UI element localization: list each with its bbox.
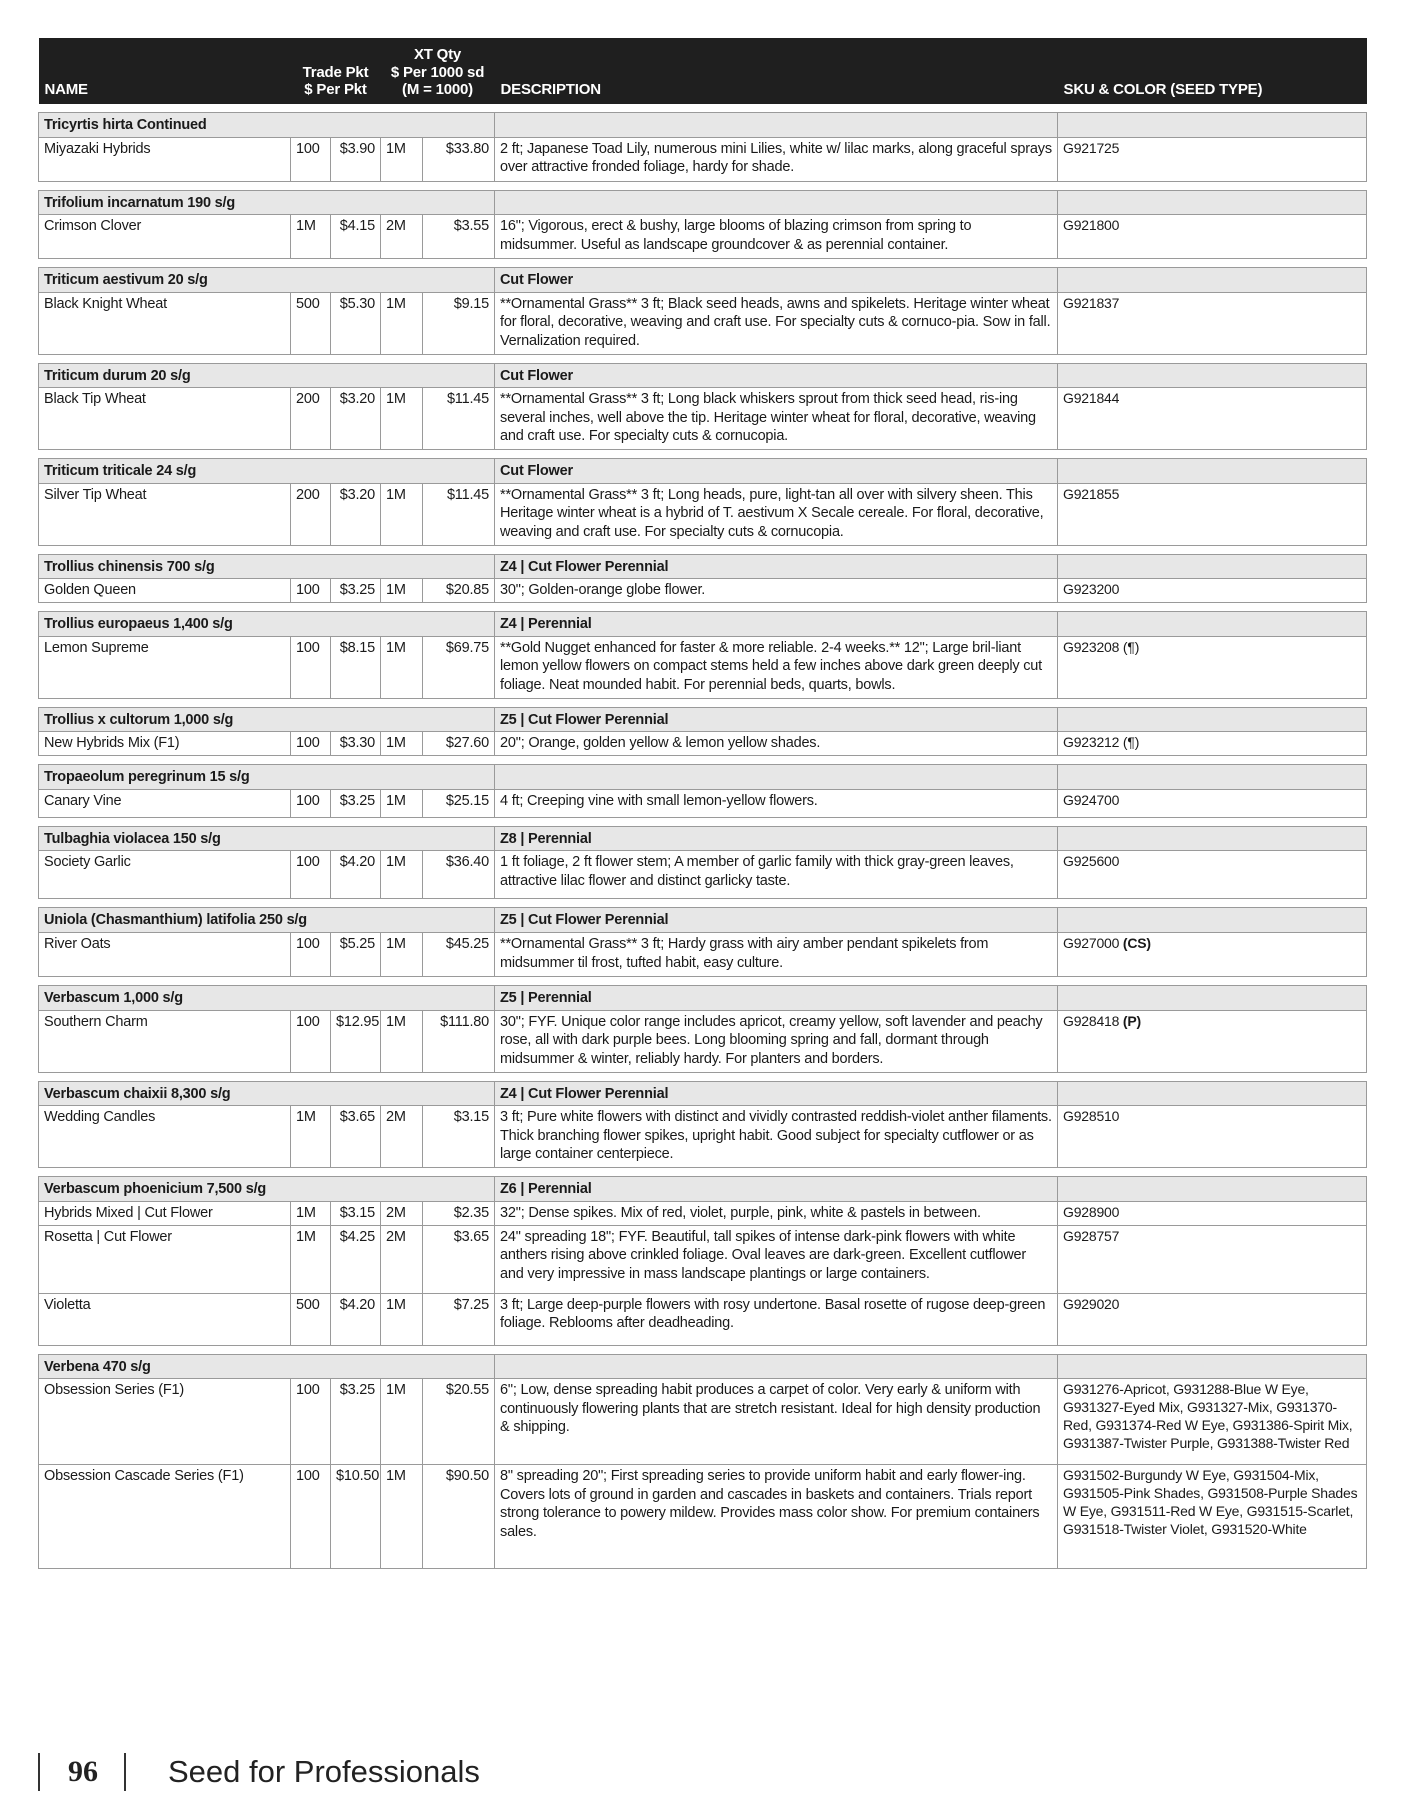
variety-name: Violetta [39, 1293, 291, 1345]
species-sku-blank [1058, 363, 1367, 388]
xt-price: $20.55 [423, 1379, 495, 1465]
species-header-row [39, 612, 1367, 637]
variety-name: River Oats [39, 933, 291, 977]
xt-qty: 1M [381, 1379, 423, 1465]
table-row [39, 292, 1367, 354]
species-title: Uniola (Chasmanthium) latifolia 250 s/g [39, 908, 495, 933]
sku-cell [1058, 1293, 1367, 1345]
table-row [39, 1293, 1367, 1345]
sku-value: G923200 [1063, 581, 1120, 598]
sku-cell [1058, 137, 1367, 181]
sku-value: G925600 [1063, 853, 1120, 870]
species-tag: Z8 | Perennial [495, 826, 1058, 851]
table-row [39, 1106, 1367, 1168]
description: 4 ft; Creeping vine with small lemon-yellow flowers. [495, 789, 1058, 817]
species-sku-blank [1058, 908, 1367, 933]
table-end-spacer [39, 1569, 1367, 1572]
species-title: Tropaeolum peregrinum 15 s/g [39, 765, 495, 790]
species-title: Triticum triticale 24 s/g [39, 459, 495, 484]
species-tag: Cut Flower [495, 363, 1058, 388]
group-spacer [39, 1168, 1367, 1177]
variety-name: Miyazaki Hybrids [39, 137, 291, 181]
footer-divider-right [124, 1753, 126, 1791]
species-tag: Z4 | Cut Flower Perennial [495, 1081, 1058, 1106]
trade-pkt-price: $3.25 [331, 579, 381, 603]
group-spacer [39, 1345, 1367, 1354]
species-tag: Z5 | Cut Flower Perennial [495, 908, 1058, 933]
page-footer [38, 1752, 480, 1792]
sku-value: G921800 [1063, 217, 1120, 234]
sku-cell [1058, 1106, 1367, 1168]
table-row [39, 388, 1367, 450]
species-tag [495, 765, 1058, 790]
table-row [39, 137, 1367, 181]
variety-name: Southern Charm [39, 1010, 291, 1072]
header-name: NAME [39, 38, 291, 104]
variety-name: Golden Queen [39, 579, 291, 603]
sku-value: G929020 [1063, 1295, 1120, 1312]
trade-pkt-qty: 1M [291, 1225, 331, 1293]
variety-name: Black Tip Wheat [39, 388, 291, 450]
sku-value: G924700 [1063, 791, 1120, 808]
table-row [39, 579, 1367, 603]
sku-cell [1058, 215, 1367, 259]
group-spacer [39, 354, 1367, 363]
xt-price: $3.15 [423, 1106, 495, 1168]
xt-price: $20.85 [423, 579, 495, 603]
trade-pkt-price: $4.20 [331, 1293, 381, 1345]
table-row [39, 933, 1367, 977]
trade-pkt-price: $5.30 [331, 292, 381, 354]
sku-value: G928757 [1063, 1227, 1120, 1244]
variety-name: New Hybrids Mix (F1) [39, 732, 291, 756]
trade-pkt-qty: 500 [291, 292, 331, 354]
xt-price: $45.25 [423, 933, 495, 977]
species-tag: Z5 | Cut Flower Perennial [495, 707, 1058, 732]
catalog-page [38, 38, 1366, 1571]
species-title: Verbascum phoenicium 7,500 s/g [39, 1177, 495, 1202]
group-spacer [39, 698, 1367, 707]
species-header-row [39, 1354, 1367, 1379]
sku-value: G923208 (¶) [1063, 638, 1140, 655]
trade-pkt-qty: 100 [291, 1010, 331, 1072]
xt-qty: 1M [381, 933, 423, 977]
variety-name: Society Garlic [39, 851, 291, 899]
species-sku-blank [1058, 1177, 1367, 1202]
species-title: Triticum durum 20 s/g [39, 363, 495, 388]
header-trade-pkt: Trade Pkt $ Per Pkt [291, 38, 381, 104]
table-row [39, 1010, 1367, 1072]
species-header-row [39, 459, 1367, 484]
xt-price: $25.15 [423, 789, 495, 817]
group-spacer [39, 181, 1367, 190]
description: 2 ft; Japanese Toad Lily, numerous mini Lilies, white w/ lilac marks, along graceful sprays over attractive fronded foliage, hardy for shade. [495, 137, 1058, 181]
species-sku-blank [1058, 765, 1367, 790]
xt-qty: 2M [381, 1106, 423, 1168]
sku-cell [1058, 1010, 1367, 1072]
xt-price: $3.65 [423, 1225, 495, 1293]
seed-type-code: (CS) [1122, 935, 1151, 952]
table-header [39, 38, 1367, 104]
xt-qty: 1M [381, 636, 423, 698]
species-title: Trollius chinensis 700 s/g [39, 554, 495, 579]
xt-price: $33.80 [423, 137, 495, 181]
trade-pkt-price: $4.20 [331, 851, 381, 899]
table-body [39, 104, 1367, 1571]
description: **Ornamental Grass** 3 ft; Long heads, pure, light-tan all over with silvery sheen. This Heritage winter wheat is a hybrid of T. aestivum X Secale cereale. For floral, decorative, weaving and craft use. For specialty cuts & cornucopia. [495, 483, 1058, 545]
trade-pkt-price: $4.25 [331, 1225, 381, 1293]
species-sku-blank [1058, 268, 1367, 293]
sku-value: G931502-Burgundy W Eye, G931504-Mix, G931505-Pink Shades, G931508-Purple Shades W Eye, G931511-Red W Eye, G931515-Scarlet, G931518-Twister Violet, G931520-White [1063, 1467, 1358, 1537]
description: **Ornamental Grass** 3 ft; Hardy grass with airy amber pendant spikelets from midsummer til frost, tufted habit, easy culture. [495, 933, 1058, 977]
trade-pkt-price: $3.65 [331, 1106, 381, 1168]
sku-value: G923212 (¶) [1063, 734, 1140, 751]
sku-cell [1058, 1379, 1367, 1465]
table-row [39, 732, 1367, 756]
species-header-row [39, 908, 1367, 933]
trade-pkt-qty: 500 [291, 1293, 331, 1345]
xt-qty: 1M [381, 1465, 423, 1569]
variety-name: Hybrids Mixed | Cut Flower [39, 1201, 291, 1225]
description: 30"; FYF. Unique color range includes apricot, creamy yellow, soft lavender and peachy rose, all with dark purple bees. Long blooming spring and fall, dormant through midsummer & winter, reliably hardy. For planters and borders. [495, 1010, 1058, 1072]
trade-pkt-price: $3.90 [331, 137, 381, 181]
header-description: DESCRIPTION [495, 38, 1058, 104]
xt-price: $9.15 [423, 292, 495, 354]
species-header-row [39, 986, 1367, 1011]
trade-pkt-price: $3.20 [331, 388, 381, 450]
xt-qty: 2M [381, 215, 423, 259]
xt-price: $7.25 [423, 1293, 495, 1345]
xt-price: $2.35 [423, 1201, 495, 1225]
trade-pkt-price: $4.15 [331, 215, 381, 259]
table-row [39, 215, 1367, 259]
xt-qty: 1M [381, 483, 423, 545]
species-sku-blank [1058, 554, 1367, 579]
xt-price: $90.50 [423, 1465, 495, 1569]
xt-price: $11.45 [423, 483, 495, 545]
species-tag: Z4 | Perennial [495, 612, 1058, 637]
catalog-title: Seed for Professionals [168, 1754, 480, 1789]
trade-pkt-price: $5.25 [331, 933, 381, 977]
species-title: Verbascum chaixii 8,300 s/g [39, 1081, 495, 1106]
trade-pkt-qty: 100 [291, 137, 331, 181]
xt-price: $27.60 [423, 732, 495, 756]
description: 3 ft; Large deep-purple flowers with rosy undertone. Basal rosette of rugose deep-green foliage. Reblooms after deadheading. [495, 1293, 1058, 1345]
species-header-row [39, 554, 1367, 579]
xt-qty: 1M [381, 851, 423, 899]
trade-pkt-qty: 100 [291, 851, 331, 899]
species-sku-blank [1058, 459, 1367, 484]
xt-qty: 1M [381, 137, 423, 181]
trade-pkt-price: $3.25 [331, 789, 381, 817]
variety-name: Canary Vine [39, 789, 291, 817]
sku-value: G927000 [1063, 935, 1123, 952]
trade-pkt-qty: 100 [291, 1379, 331, 1465]
trade-pkt-price: $12.95 [331, 1010, 381, 1072]
sku-cell [1058, 388, 1367, 450]
species-title: Triticum aestivum 20 s/g [39, 268, 495, 293]
description: **Gold Nugget enhanced for faster & more reliable. 2-4 weeks.** 12"; Large bril-liant lemon yellow flowers on compact stems held a few inches above dark green deeply cut foliage. Neat mounded habit. For perennial beds, quarts, bowls. [495, 636, 1058, 698]
xt-qty: 1M [381, 1293, 423, 1345]
trade-pkt-qty: 1M [291, 1106, 331, 1168]
sku-cell [1058, 1225, 1367, 1293]
xt-price: $3.55 [423, 215, 495, 259]
species-tag: Z6 | Perennial [495, 1177, 1058, 1202]
trade-pkt-qty: 100 [291, 579, 331, 603]
species-header-row [39, 268, 1367, 293]
species-sku-blank [1058, 190, 1367, 215]
sku-cell [1058, 292, 1367, 354]
description: 32"; Dense spikes. Mix of red, violet, purple, pink, white & pastels in between. [495, 1201, 1058, 1225]
catalog-table [38, 38, 1367, 1571]
sku-value: G921855 [1063, 485, 1120, 502]
group-spacer [39, 756, 1367, 765]
xt-qty: 1M [381, 789, 423, 817]
sku-value: G928418 [1063, 1012, 1123, 1029]
species-header-row [39, 1177, 1367, 1202]
species-sku-blank [1058, 612, 1367, 637]
description: **Ornamental Grass** 3 ft; Black seed heads, awns and spikelets. Heritage winter wheat for floral, decorative, weaving and craft use. For specialty cuts & cornuco-pia. Sow in fall. Vernalization required. [495, 292, 1058, 354]
variety-name: Wedding Candles [39, 1106, 291, 1168]
description: 16"; Vigorous, erect & bushy, large blooms of blazing crimson from spring to midsummer. Useful as landscape groundcover & as perennial container. [495, 215, 1058, 259]
variety-name: Black Knight Wheat [39, 292, 291, 354]
species-title: Trollius europaeus 1,400 s/g [39, 612, 495, 637]
xt-qty: 1M [381, 732, 423, 756]
species-sku-blank [1058, 986, 1367, 1011]
table-row [39, 636, 1367, 698]
table-row [39, 1465, 1367, 1569]
sku-value: G921837 [1063, 294, 1120, 311]
description: 6"; Low, dense spreading habit produces a carpet of color. Very early & uniform with continuously flowering plants that are stretch resistant. Ideal for high density production & shipping. [495, 1379, 1058, 1465]
species-header-row [39, 363, 1367, 388]
xt-qty: 2M [381, 1201, 423, 1225]
description: 3 ft; Pure white flowers with distinct and vividly contrasted reddish-violet anther filaments. Thick branching flower spikes, upright habit. Good subject for specialty cutflower or as large container centerpiece. [495, 1106, 1058, 1168]
species-title: Verbascum 1,000 s/g [39, 986, 495, 1011]
species-tag [495, 1354, 1058, 1379]
sku-cell [1058, 483, 1367, 545]
description: 24" spreading 18"; FYF. Beautiful, tall spikes of intense dark-pink flowers with white anthers rising above crinkled foliage. Oval leaves are dark-green. Excellent cutflower and very impressive in mass landscape plantings or large containers. [495, 1225, 1058, 1293]
trade-pkt-price: $3.25 [331, 1379, 381, 1465]
sku-cell [1058, 933, 1367, 977]
table-row [39, 1379, 1367, 1465]
xt-qty: 1M [381, 1010, 423, 1072]
species-tag: Cut Flower [495, 268, 1058, 293]
trade-pkt-qty: 100 [291, 1465, 331, 1569]
species-header-row [39, 707, 1367, 732]
trade-pkt-qty: 100 [291, 789, 331, 817]
species-header-row [39, 1081, 1367, 1106]
trade-pkt-qty: 1M [291, 215, 331, 259]
sku-cell [1058, 1201, 1367, 1225]
sku-value: G931276-Apricot, G931288-Blue W Eye, G931327-Eyed Mix, G931327-Mix, G931370-Red, G931374-Red W Eye, G931386-Spirit Mix, G931387-Twister Purple, G931388-Twister Red [1063, 1381, 1353, 1451]
xt-price: $69.75 [423, 636, 495, 698]
sku-value: G921844 [1063, 390, 1120, 407]
sku-cell [1058, 1465, 1367, 1569]
sku-cell [1058, 579, 1367, 603]
species-sku-blank [1058, 1354, 1367, 1379]
species-title: Trifolium incarnatum 190 s/g [39, 190, 495, 215]
description: 20"; Orange, golden yellow & lemon yellow shades. [495, 732, 1058, 756]
trade-pkt-qty: 200 [291, 483, 331, 545]
group-spacer [39, 104, 1367, 113]
trade-pkt-qty: 100 [291, 933, 331, 977]
species-sku-blank [1058, 113, 1367, 138]
header-sku: SKU & COLOR (SEED TYPE) [1058, 38, 1367, 104]
sku-value: G921725 [1063, 139, 1120, 156]
trade-pkt-price: $3.30 [331, 732, 381, 756]
footer-divider-left [38, 1753, 40, 1791]
xt-qty: 2M [381, 1225, 423, 1293]
xt-price: $36.40 [423, 851, 495, 899]
species-header-row [39, 190, 1367, 215]
variety-name: Obsession Series (F1) [39, 1379, 291, 1465]
sku-cell [1058, 789, 1367, 817]
variety-name: Obsession Cascade Series (F1) [39, 1465, 291, 1569]
species-header-row [39, 826, 1367, 851]
species-title: Tulbaghia violacea 150 s/g [39, 826, 495, 851]
group-spacer [39, 977, 1367, 986]
group-spacer [39, 817, 1367, 826]
trade-pkt-qty: 100 [291, 732, 331, 756]
group-spacer [39, 259, 1367, 268]
species-tag: Cut Flower [495, 459, 1058, 484]
species-sku-blank [1058, 1081, 1367, 1106]
sku-value: G928510 [1063, 1108, 1120, 1125]
table-row [39, 1225, 1367, 1293]
species-sku-blank [1058, 707, 1367, 732]
xt-qty: 1M [381, 292, 423, 354]
xt-qty: 1M [381, 388, 423, 450]
species-title: Tricyrtis hirta Continued [39, 113, 495, 138]
species-title: Trollius x cultorum 1,000 s/g [39, 707, 495, 732]
xt-qty: 1M [381, 579, 423, 603]
trade-pkt-price: $3.20 [331, 483, 381, 545]
sku-cell [1058, 636, 1367, 698]
variety-name: Lemon Supreme [39, 636, 291, 698]
page-number: 96 [68, 1755, 98, 1788]
trade-pkt-price: $10.50 [331, 1465, 381, 1569]
description: 30"; Golden-orange globe flower. [495, 579, 1058, 603]
description: 8" spreading 20"; First spreading series to provide uniform habit and early flower-ing. Covers lots of ground in garden and cascades in baskets and containers. Trials report strong tolerance to powery mildew. Provides mass color show. For premium containers sales. [495, 1465, 1058, 1569]
table-row [39, 789, 1367, 817]
group-spacer [39, 1072, 1367, 1081]
variety-name: Crimson Clover [39, 215, 291, 259]
species-tag [495, 190, 1058, 215]
trade-pkt-qty: 200 [291, 388, 331, 450]
trade-pkt-qty: 1M [291, 1201, 331, 1225]
group-spacer [39, 545, 1367, 554]
variety-name: Rosetta | Cut Flower [39, 1225, 291, 1293]
trade-pkt-price: $3.15 [331, 1201, 381, 1225]
species-title: Verbena 470 s/g [39, 1354, 495, 1379]
trade-pkt-price: $8.15 [331, 636, 381, 698]
species-sku-blank [1058, 826, 1367, 851]
species-tag: Z5 | Perennial [495, 986, 1058, 1011]
table-row [39, 483, 1367, 545]
species-header-row [39, 765, 1367, 790]
header-xt-qty: XT Qty $ Per 1000 sd (M = 1000) [381, 38, 495, 104]
group-spacer [39, 899, 1367, 908]
trade-pkt-qty: 100 [291, 636, 331, 698]
sku-value: G928900 [1063, 1203, 1120, 1220]
sku-cell [1058, 732, 1367, 756]
table-row [39, 851, 1367, 899]
group-spacer [39, 603, 1367, 612]
xt-price: $11.45 [423, 388, 495, 450]
group-spacer [39, 450, 1367, 459]
xt-price: $111.80 [423, 1010, 495, 1072]
species-header-row [39, 113, 1367, 138]
table-row [39, 1201, 1367, 1225]
species-tag [495, 113, 1058, 138]
description: 1 ft foliage, 2 ft flower stem; A member of garlic family with thick gray-green leaves, attractive lilac flower and distinct garlicky taste. [495, 851, 1058, 899]
sku-cell [1058, 851, 1367, 899]
species-tag: Z4 | Cut Flower Perennial [495, 554, 1058, 579]
variety-name: Silver Tip Wheat [39, 483, 291, 545]
description: **Ornamental Grass** 3 ft; Long black whiskers sprout from thick seed head, ris-ing several inches, well above the tip. Heritage winter wheat for floral, decorative, weaving and craft use. For specialty cuts & cornucopia. [495, 388, 1058, 450]
seed-type-code: (P) [1122, 1012, 1141, 1029]
